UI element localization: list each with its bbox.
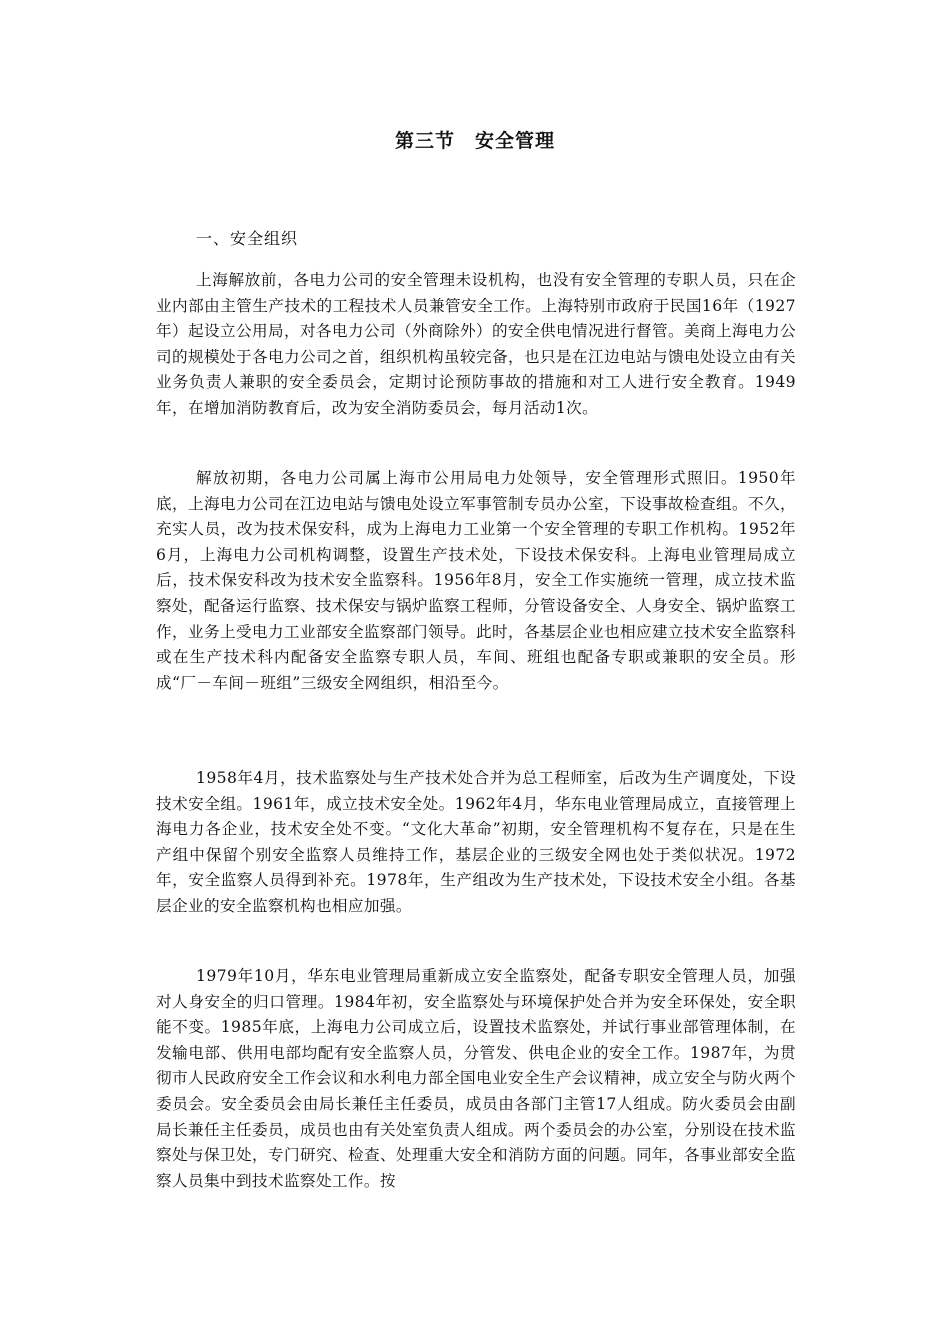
section-heading: 一、安全组织 — [196, 229, 299, 248]
page-title: 第三节 安全管理 — [394, 130, 555, 152]
paragraph-1979-onward: 1979年10月，华东电业管理局重新成立安全监察处，配备专职安全管理人员，加强对人身安全的归口管理。1984年初，安全监察处与环境保护处合并为安全环保处，安全职能不变。1985年底，上海电力公司成立后，设置技术监察处，并试行事业部管理体制，在发输电部、供用电部均配有安全监察人员，分管发、供电企业的安全工作。1987年，为贯彻市人民政府安全工作会议和水利电力部全国电业安全生产会议精神，成立安全与防火两个委员会。安全委员会由局长兼任主任委员，成员由各部门主管17人组成。防火委员会由副局长兼任主任委员，成员也由有关处室负责人组成。两个委员会的办公室，分别设在技术监察处与保卫处，专门研究、检查、处理重大安全和消防方面的问题。同年，各事业部安全监察人员集中到技术监察处工作。按 — [156, 967, 796, 1190]
paragraph-1958-1978: 1958年4月，技术监察处与生产技术处合并为总工程师室，后改为生产调度处，下设技术安全组。1961年，成立技术安全处。1962年4月，华东电业管理局成立，直接管理上海电力各企业，技术安全处不变。“文化大革命”初期，安全管理机构不复存在，只是在生产组中保留个别安全监察人员维持工作，基层企业的三级安全网也处于类似状况。1972年，安全监察人员得到补充。1978年，生产组改为生产技术处，下设技术安全小组。各基层企业的安全监察机构也相应加强。 — [156, 769, 796, 915]
paragraph-pre-liberation: 上海解放前，各电力公司的安全管理未设机构，也没有安全管理的专职人员，只在企业内部由主管生产技术的工程技术人员兼管安全工作。上海特别市政府于民国16年（1927年）起设立公用局，对各电力公司（外商除外）的安全供电情况进行督管。美商上海电力公司的规模处于各电力公司之首，组织机构虽较完备，也只是在江边电站与馈电处设立由有关业务负责人兼职的安全委员会，定期讨论预防事故的措施和对工人进行安全教育。1949年，在增加消防教育后，改为安全消防委员会，每月活动1次。 — [156, 271, 796, 417]
paragraph-early-liberation: 解放初期，各电力公司属上海市公用局电力处领导，安全管理形式照旧。1950年底，上海电力公司在江边电站与馈电处设立军事管制专员办公室，下设事故检查组。不久，充实人员，改为技术保安科，成为上海电力工业第一个安全管理的专职工作机构。1952年6月，上海电力公司机构调整，设置生产技术处，下设技术保安科。上海电业管理局成立后，技术保安科改为技术安全监察科。1956年8月，安全工作实施统一管理，成立技术监察处，配备运行监察、技术保安与锅炉监察工程师，分管设备安全、人身安全、锅炉监察工作，业务上受电力工业部安全监察部门领导。此时，各基层企业也相应建立技术安全监察科或在生产技术科内配备安全监察专职人员，车间、班组也配备专职或兼职的安全员。形成“厂－车间－班组”三级安全网组织，相沿至今。 — [156, 469, 796, 692]
